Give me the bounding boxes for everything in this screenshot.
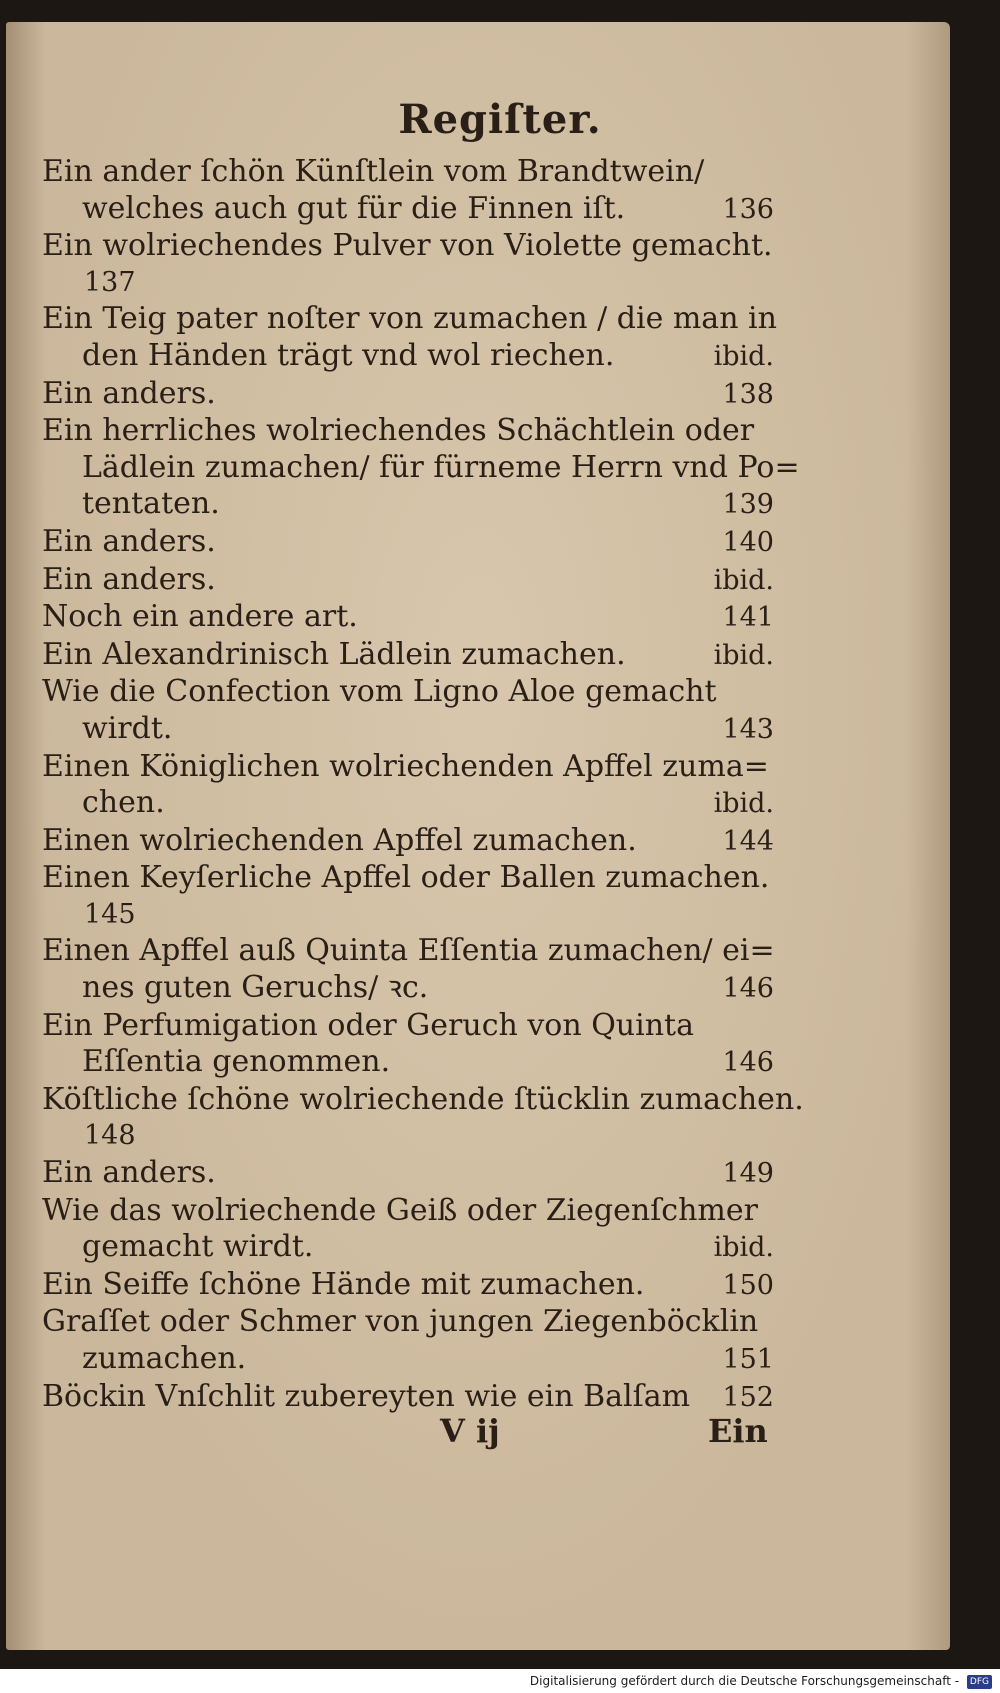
page-number: 148	[84, 1120, 136, 1152]
page-number: 149	[722, 1158, 774, 1190]
entry-text: Böckin Vnſchlit zubereyten wie ein Balſam	[42, 1378, 691, 1414]
entry-text: wirdt.	[82, 710, 173, 746]
entry-text: Einen wolriechenden Apffel zumachen.	[42, 822, 637, 858]
register-entry	[42, 301, 777, 375]
page-number: 151	[722, 1344, 774, 1375]
entry-line	[42, 1267, 774, 1305]
register-entry	[42, 749, 774, 823]
entry-line	[42, 524, 774, 562]
entry-text: zumachen.	[82, 1341, 247, 1376]
entry-line	[42, 1081, 804, 1119]
entry-text: Eſſentia genommen.	[82, 1044, 391, 1080]
entry-line	[42, 1193, 774, 1230]
page-number: ibid.	[713, 639, 774, 671]
register-entry	[42, 823, 774, 861]
entry-line	[42, 1229, 774, 1267]
entry-line	[42, 1008, 774, 1045]
entry-line	[42, 1304, 774, 1341]
page-number: ibid.	[713, 564, 774, 596]
entry-line	[42, 860, 774, 897]
entry-line	[42, 301, 777, 338]
entry-text: nes guten Geruchs/ ꝛc.	[82, 970, 429, 1006]
page-number: 146	[722, 973, 774, 1005]
entry-text: Ein Alexandrinisch Lädlein zumachen.	[42, 636, 626, 672]
entry-line	[42, 486, 774, 524]
entry-text: Ein ander ſchön Künſtlein vom Brandtwein/	[42, 154, 705, 189]
entry-text: Ein herrliches wolriechendes Schächtlein oder	[42, 413, 755, 449]
register-entry	[42, 413, 800, 524]
page-number: 150	[722, 1269, 774, 1301]
entry-text: Köſtliche ſchöne wolriechende ſtücklin zumachen.	[42, 1081, 804, 1117]
entry-line	[42, 449, 800, 487]
page-heading: Regiſter.	[398, 96, 602, 143]
page-number: 145	[84, 898, 136, 930]
signature-mark: V ij	[440, 1412, 500, 1450]
entry-line	[42, 413, 774, 450]
register-entry	[42, 154, 774, 228]
entry-line	[42, 823, 774, 861]
entry-line	[42, 1044, 774, 1082]
register-entry	[42, 1008, 774, 1082]
entry-text: Lädlein zumachen/ für fürneme Herrn vnd Po=	[82, 449, 800, 485]
register-entry	[42, 524, 774, 562]
register-entry	[42, 674, 774, 748]
entry-line	[42, 970, 774, 1008]
page-number: 139	[722, 489, 774, 521]
entry-line	[42, 674, 774, 711]
page-number: 143	[722, 713, 774, 745]
entry-text: Noch ein andere art.	[42, 599, 358, 635]
entry-text: Wie die Confection vom Ligno Aloe gemacht	[42, 674, 717, 710]
register-entry	[42, 1379, 774, 1417]
register-entry	[42, 599, 774, 637]
entry-line	[42, 1379, 774, 1417]
register-entries	[42, 154, 804, 1416]
page-number: 140	[722, 526, 774, 558]
page-number: 141	[722, 602, 774, 634]
entry-line	[42, 562, 774, 600]
entry-line	[42, 599, 774, 637]
register-entry	[42, 1304, 774, 1378]
entry-text: Ein anders.	[42, 561, 216, 597]
register-entry	[42, 637, 774, 675]
entry-line	[42, 376, 774, 414]
register-entry	[42, 1267, 774, 1305]
entry-text: Ein Teig pater noſter von zumachen / die man in	[42, 301, 777, 337]
entry-text: Ein Perfumigation oder Geruch von Quinta	[42, 1007, 694, 1043]
entry-text: chen.	[82, 785, 165, 821]
register-entry	[42, 1193, 774, 1267]
dfg-logo: DFG	[967, 1675, 992, 1689]
page-number: 137	[84, 266, 136, 298]
entry-text: gemacht wirdt.	[82, 1229, 314, 1265]
entry-line	[42, 711, 774, 749]
digitization-credit	[0, 1669, 1000, 1693]
entry-text: Ein Seiffe ſchöne Hände mit zumachen.	[42, 1266, 645, 1302]
entry-line	[42, 338, 774, 376]
page-number: 138	[722, 378, 774, 410]
register-entry	[42, 933, 774, 1007]
entry-line	[42, 191, 774, 229]
page-number: ibid.	[713, 1232, 774, 1264]
entry-text: Einen Apffel auß Quinta Eſſentia zumachen/ ei=	[42, 933, 775, 969]
entry-line	[42, 154, 774, 191]
register-entry	[42, 376, 774, 414]
entry-line	[42, 1341, 774, 1379]
entry-line	[42, 933, 774, 970]
register-entry	[42, 860, 774, 933]
entry-text: Einen Königlichen wolriechenden Apffel zuma=	[42, 748, 769, 784]
entry-text: welches auch gut für die Finnen iſt.	[82, 190, 626, 226]
entry-text: tentaten.	[82, 486, 220, 522]
page-number: 146	[722, 1047, 774, 1079]
entry-text: Ein wolriechendes Pulver von Violette gemacht.	[42, 228, 773, 264]
register-entry	[42, 228, 774, 301]
register-entry	[42, 1081, 804, 1155]
entry-text: den Händen trägt vnd wol riechen.	[82, 337, 615, 373]
entry-text: Ein anders.	[42, 375, 216, 411]
entry-text: Graſſet oder Schmer von jungen Ziegenböcklin	[42, 1304, 759, 1340]
entry-line	[42, 1155, 774, 1193]
page-number: 152	[722, 1381, 774, 1413]
entry-line	[42, 637, 774, 675]
register-entry	[42, 562, 774, 600]
entry-text: Wie das wolriechende Geiß oder Ziegenſchmer	[42, 1192, 758, 1228]
entry-text: Einen Keyſerliche Apffel oder Ballen zumachen.	[42, 860, 770, 896]
credit-text: Digitalisierung gefördert durch die Deutsche Forschungsgemeinschaft -	[529, 1674, 960, 1688]
entry-text: Ein anders.	[42, 1155, 216, 1191]
page-number: 136	[722, 193, 774, 225]
entry-line	[42, 749, 774, 786]
register-entry	[42, 1155, 774, 1193]
page-number: ibid.	[713, 788, 774, 820]
page-number: 144	[722, 825, 774, 857]
entry-line	[42, 785, 774, 823]
page-number: ibid.	[713, 340, 774, 372]
catchword: Ein	[708, 1412, 768, 1450]
entry-text: Ein anders.	[42, 523, 216, 559]
entry-line	[42, 228, 774, 265]
